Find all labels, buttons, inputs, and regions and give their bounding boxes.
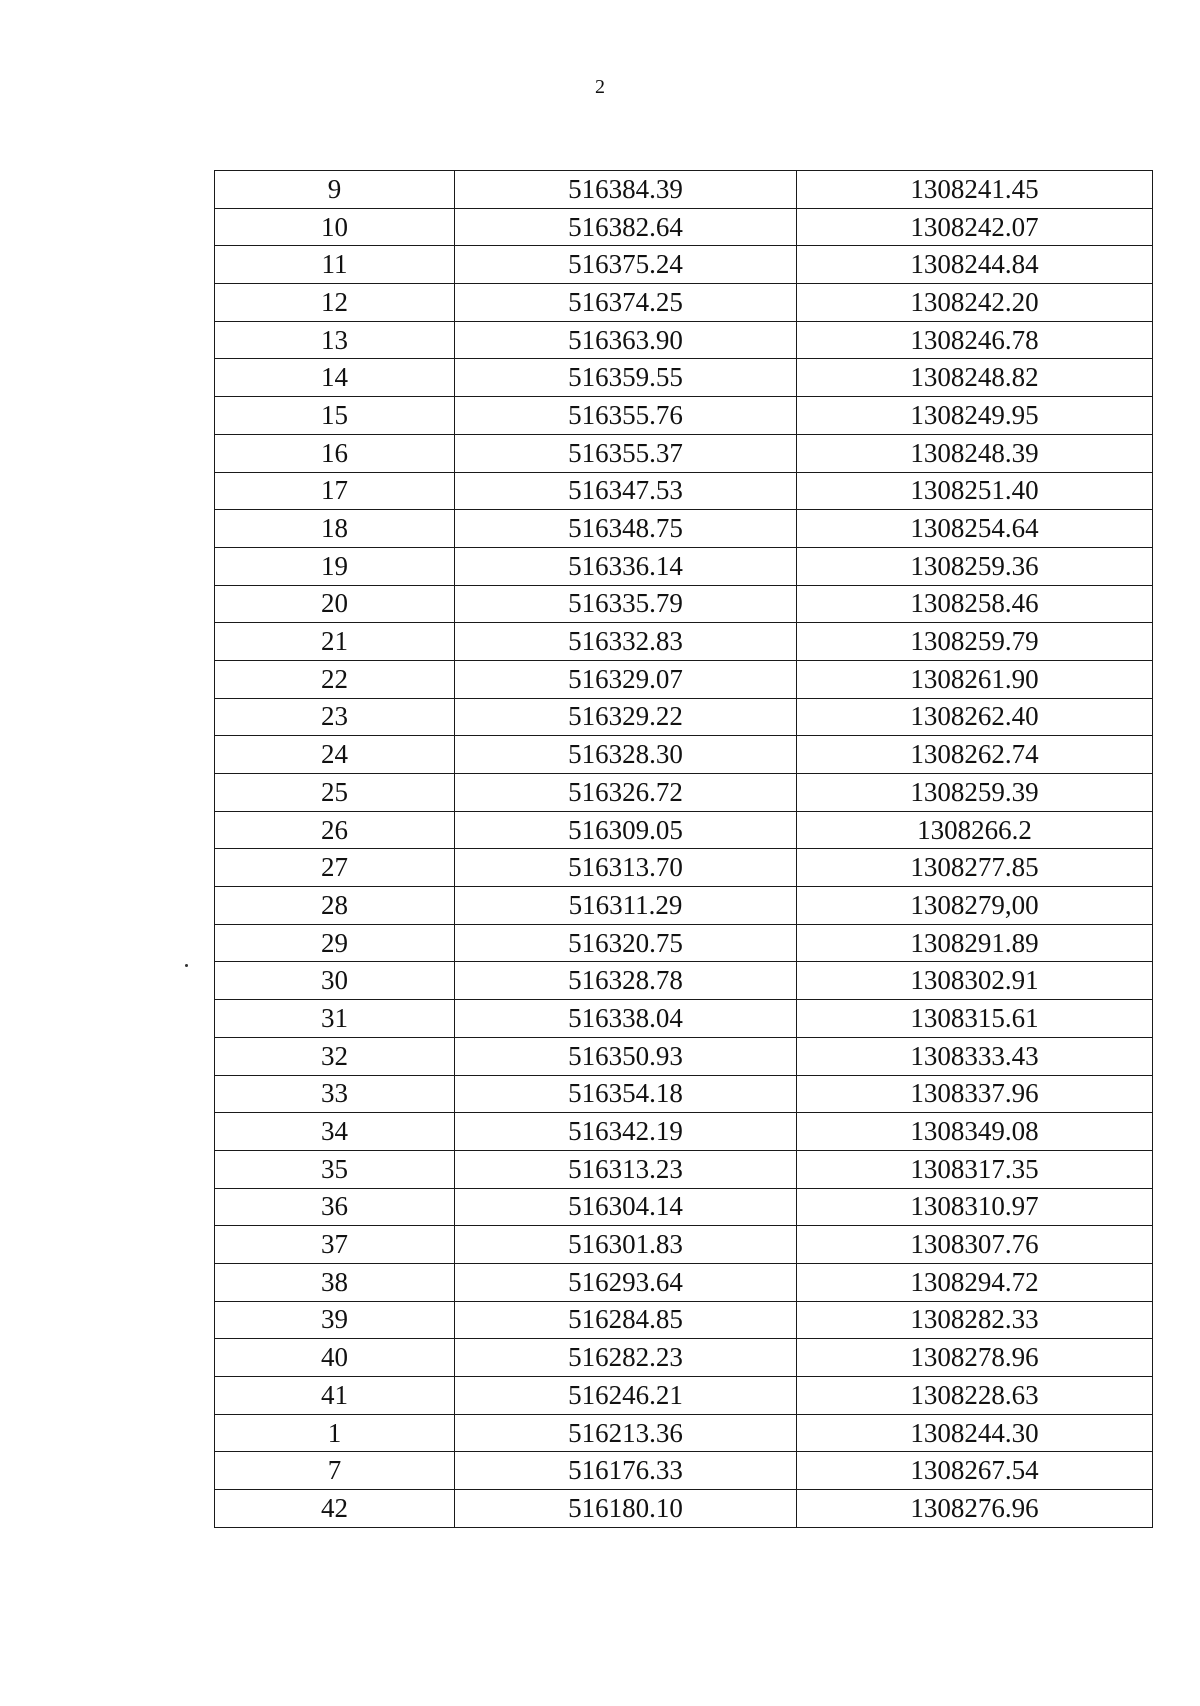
table-row (215, 660, 1153, 698)
y-coordinate-cell: 1308302.91 (797, 962, 1153, 1000)
point-number-cell: 40 (215, 1339, 455, 1377)
table-row (215, 510, 1153, 548)
x-coordinate-cell: 516374.25 (455, 284, 797, 322)
y-coordinate-cell: 1308315.61 (797, 1000, 1153, 1038)
y-coordinate-cell: 1308317.35 (797, 1150, 1153, 1188)
x-coordinate-cell: 516176.33 (455, 1452, 797, 1490)
x-coordinate-cell: 516313.70 (455, 849, 797, 887)
point-number-cell: 38 (215, 1263, 455, 1301)
table-row (215, 1414, 1153, 1452)
y-coordinate-cell: 1308241.45 (797, 171, 1153, 209)
table-row (215, 811, 1153, 849)
point-number-cell: 18 (215, 510, 455, 548)
y-coordinate-cell: 1308349.08 (797, 1113, 1153, 1151)
point-number-cell: 9 (215, 171, 455, 209)
point-number-cell: 12 (215, 284, 455, 322)
point-number-cell: 10 (215, 208, 455, 246)
x-coordinate-cell: 516282.23 (455, 1339, 797, 1377)
x-coordinate-cell: 516363.90 (455, 321, 797, 359)
x-coordinate-cell: 516301.83 (455, 1226, 797, 1264)
table-row (215, 321, 1153, 359)
x-coordinate-cell: 516359.55 (455, 359, 797, 397)
point-number-cell: 20 (215, 585, 455, 623)
y-coordinate-cell: 1308262.40 (797, 698, 1153, 736)
table-row (215, 774, 1153, 812)
y-coordinate-cell: 1308337.96 (797, 1075, 1153, 1113)
x-coordinate-cell: 516320.75 (455, 924, 797, 962)
table-row (215, 1000, 1153, 1038)
page-number: 2 (595, 76, 605, 98)
point-number-cell: 1 (215, 1414, 455, 1452)
x-coordinate-cell: 516347.53 (455, 472, 797, 510)
table-row (215, 1452, 1153, 1490)
table-row (215, 1301, 1153, 1339)
table-row (215, 1263, 1153, 1301)
y-coordinate-cell: 1308267.54 (797, 1452, 1153, 1490)
x-coordinate-cell: 516382.64 (455, 208, 797, 246)
y-coordinate-cell: 1308248.82 (797, 359, 1153, 397)
coordinates-table (214, 170, 1153, 1528)
table-row (215, 849, 1153, 887)
table-row (215, 208, 1153, 246)
point-number-cell: 27 (215, 849, 455, 887)
point-number-cell: 37 (215, 1226, 455, 1264)
y-coordinate-cell: 1308228.63 (797, 1377, 1153, 1415)
x-coordinate-cell: 516311.29 (455, 887, 797, 925)
y-coordinate-cell: 1308262.74 (797, 736, 1153, 774)
y-coordinate-cell: 1308282.33 (797, 1301, 1153, 1339)
x-coordinate-cell: 516326.72 (455, 774, 797, 812)
point-number-cell: 13 (215, 321, 455, 359)
y-coordinate-cell: 1308276.96 (797, 1490, 1153, 1528)
y-coordinate-cell: 1308254.64 (797, 510, 1153, 548)
table-row (215, 924, 1153, 962)
table-row (215, 1226, 1153, 1264)
table-row (215, 547, 1153, 585)
point-number-cell: 42 (215, 1490, 455, 1528)
point-number-cell: 11 (215, 246, 455, 284)
table-row (215, 585, 1153, 623)
table-row (215, 434, 1153, 472)
y-coordinate-cell: 1308279,00 (797, 887, 1153, 925)
y-coordinate-cell: 1308249.95 (797, 397, 1153, 435)
stray-dot-mark (185, 964, 188, 967)
x-coordinate-cell: 516180.10 (455, 1490, 797, 1528)
point-number-cell: 16 (215, 434, 455, 472)
table-row (215, 736, 1153, 774)
x-coordinate-cell: 516338.04 (455, 1000, 797, 1038)
table-row (215, 1150, 1153, 1188)
table-row (215, 623, 1153, 661)
table-row (215, 359, 1153, 397)
x-coordinate-cell: 516246.21 (455, 1377, 797, 1415)
point-number-cell: 15 (215, 397, 455, 435)
y-coordinate-cell: 1308244.84 (797, 246, 1153, 284)
point-number-cell: 23 (215, 698, 455, 736)
y-coordinate-cell: 1308291.89 (797, 924, 1153, 962)
x-coordinate-cell: 516328.30 (455, 736, 797, 774)
x-coordinate-cell: 516313.23 (455, 1150, 797, 1188)
y-coordinate-cell: 1308246.78 (797, 321, 1153, 359)
table-row (215, 1490, 1153, 1528)
x-coordinate-cell: 516304.14 (455, 1188, 797, 1226)
x-coordinate-cell: 516329.22 (455, 698, 797, 736)
x-coordinate-cell: 516328.78 (455, 962, 797, 1000)
x-coordinate-cell: 516335.79 (455, 585, 797, 623)
y-coordinate-cell: 1308278.96 (797, 1339, 1153, 1377)
table-row (215, 1075, 1153, 1113)
point-number-cell: 22 (215, 660, 455, 698)
point-number-cell: 41 (215, 1377, 455, 1415)
table-row (215, 1037, 1153, 1075)
y-coordinate-cell: 1308277.85 (797, 849, 1153, 887)
point-number-cell: 30 (215, 962, 455, 1000)
x-coordinate-cell: 516384.39 (455, 171, 797, 209)
y-coordinate-cell: 1308248.39 (797, 434, 1153, 472)
table-row (215, 887, 1153, 925)
x-coordinate-cell: 516332.83 (455, 623, 797, 661)
table-row (215, 1188, 1153, 1226)
x-coordinate-cell: 516329.07 (455, 660, 797, 698)
x-coordinate-cell: 516355.76 (455, 397, 797, 435)
x-coordinate-cell: 516336.14 (455, 547, 797, 585)
table-row (215, 1377, 1153, 1415)
point-number-cell: 33 (215, 1075, 455, 1113)
point-number-cell: 35 (215, 1150, 455, 1188)
y-coordinate-cell: 1308259.36 (797, 547, 1153, 585)
table-row (215, 246, 1153, 284)
y-coordinate-cell: 1308266.2 (797, 811, 1153, 849)
table-row (215, 397, 1153, 435)
x-coordinate-cell: 516293.64 (455, 1263, 797, 1301)
x-coordinate-cell: 516284.85 (455, 1301, 797, 1339)
point-number-cell: 28 (215, 887, 455, 925)
y-coordinate-cell: 1308251.40 (797, 472, 1153, 510)
x-coordinate-cell: 516309.05 (455, 811, 797, 849)
x-coordinate-cell: 516348.75 (455, 510, 797, 548)
x-coordinate-cell: 516342.19 (455, 1113, 797, 1151)
y-coordinate-cell: 1308242.20 (797, 284, 1153, 322)
point-number-cell: 26 (215, 811, 455, 849)
y-coordinate-cell: 1308294.72 (797, 1263, 1153, 1301)
x-coordinate-cell: 516375.24 (455, 246, 797, 284)
point-number-cell: 32 (215, 1037, 455, 1075)
table-row (215, 698, 1153, 736)
y-coordinate-cell: 1308244.30 (797, 1414, 1153, 1452)
point-number-cell: 39 (215, 1301, 455, 1339)
point-number-cell: 19 (215, 547, 455, 585)
table-row (215, 962, 1153, 1000)
x-coordinate-cell: 516355.37 (455, 434, 797, 472)
point-number-cell: 29 (215, 924, 455, 962)
y-coordinate-cell: 1308333.43 (797, 1037, 1153, 1075)
y-coordinate-cell: 1308259.79 (797, 623, 1153, 661)
point-number-cell: 31 (215, 1000, 455, 1038)
table-row (215, 1113, 1153, 1151)
point-number-cell: 21 (215, 623, 455, 661)
x-coordinate-cell: 516350.93 (455, 1037, 797, 1075)
table-row (215, 1339, 1153, 1377)
y-coordinate-cell: 1308307.76 (797, 1226, 1153, 1264)
table-row (215, 284, 1153, 322)
x-coordinate-cell: 516354.18 (455, 1075, 797, 1113)
point-number-cell: 14 (215, 359, 455, 397)
point-number-cell: 25 (215, 774, 455, 812)
coordinates-table-body (215, 171, 1153, 1528)
point-number-cell: 7 (215, 1452, 455, 1490)
table-row (215, 472, 1153, 510)
point-number-cell: 17 (215, 472, 455, 510)
table-row (215, 171, 1153, 209)
y-coordinate-cell: 1308261.90 (797, 660, 1153, 698)
y-coordinate-cell: 1308258.46 (797, 585, 1153, 623)
y-coordinate-cell: 1308242.07 (797, 208, 1153, 246)
point-number-cell: 34 (215, 1113, 455, 1151)
point-number-cell: 24 (215, 736, 455, 774)
x-coordinate-cell: 516213.36 (455, 1414, 797, 1452)
y-coordinate-cell: 1308310.97 (797, 1188, 1153, 1226)
y-coordinate-cell: 1308259.39 (797, 774, 1153, 812)
point-number-cell: 36 (215, 1188, 455, 1226)
